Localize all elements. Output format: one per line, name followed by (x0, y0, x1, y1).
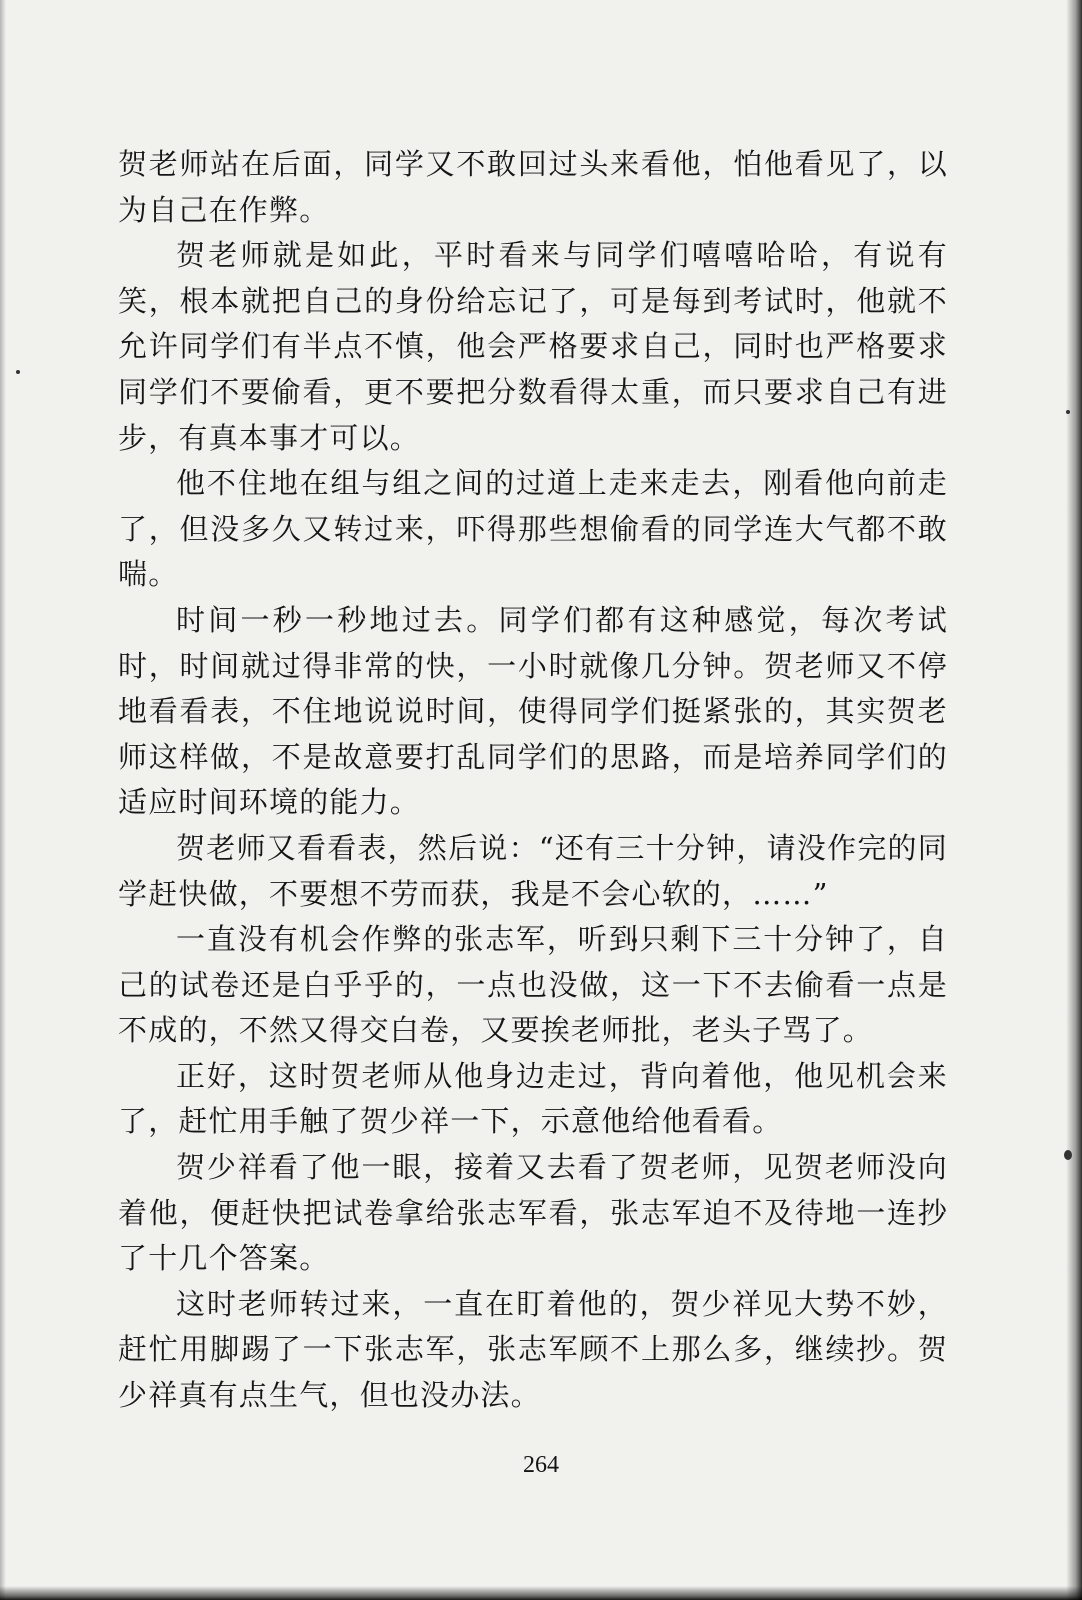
paragraph: 时间一秒一秒地过去。同学们都有这种感觉，每次考试时，时间就过得非常的快，一小时就像几分钟。贺老师又不停地看看表，不住地说说时间，使得同学们挺紧张的，其实贺老师这样做，不是故意要打乱同学们的思路，而是培养同学们的适应时间环境的能力。 (118, 602, 948, 820)
scan-edge-right (1066, 0, 1082, 1600)
page-number: 264 (523, 1452, 559, 1478)
paragraph: 一直没有机会作弊的张志军，听到只剩下三十分钟了，自己的试卷还是白乎乎的，一点也没做，这一下不去偷看一点是不成的，不然又得交白卷，又要挨老师批，老头子骂了。 (118, 922, 948, 1048)
paragraph: 贺少祥看了他一眼，接着又去看了贺老师，见贺老师没向着他，便赶快把试卷拿给张志军看，张志军迫不及待地一连抄了十几个答案。 (118, 1150, 948, 1276)
paragraph: 他不住地在组与组之间的过道上走来走去，刚看他向前走了，但没多久又转过来，吓得那些想偷看的同学连大气都不敢喘。 (118, 466, 948, 592)
scan-edge-bottom (0, 1586, 1082, 1600)
paragraph: 正好，这时贺老师从他身边走过，背向着他，他见机会来了，赶忙用手触了贺少祥一下，示意他给他看看。 (118, 1058, 948, 1139)
scan-speck (1064, 1150, 1072, 1160)
scan-speck (16, 370, 20, 374)
paragraph: 这时老师转过来，一直在盯着他的，贺少祥见大势不妙，赶忙用脚踢了一下张志军，张志军顾不上那么多，继续抄。贺少祥真有点生气，但也没办法。 (118, 1286, 948, 1413)
paragraph: 贺老师又看看表，然后说：“还有三十分钟，请没作完的同学赶快做，不要想不劳而获，我是不会心软的，……” (118, 830, 948, 911)
scan-speck (1066, 410, 1070, 414)
paragraph: 贺老师站在后面，同学又不敢回过头来看他，怕他看见了，以为自己在作弊。 (118, 147, 948, 227)
scan-edge-left (0, 0, 6, 1600)
body-text (118, 142, 948, 1419)
paragraph: 贺老师就是如此，平时看来与同学们嘻嘻哈哈，有说有笑，根本就把自己的身份给忘记了，可是每到考试时，他就不允许同学们有半点不慎，他会严格要求自己，同时也严格要求同学们不要偷看，更不要把分数看得太重，而只要求自己有进步，有真本事才可以。 (118, 238, 948, 455)
